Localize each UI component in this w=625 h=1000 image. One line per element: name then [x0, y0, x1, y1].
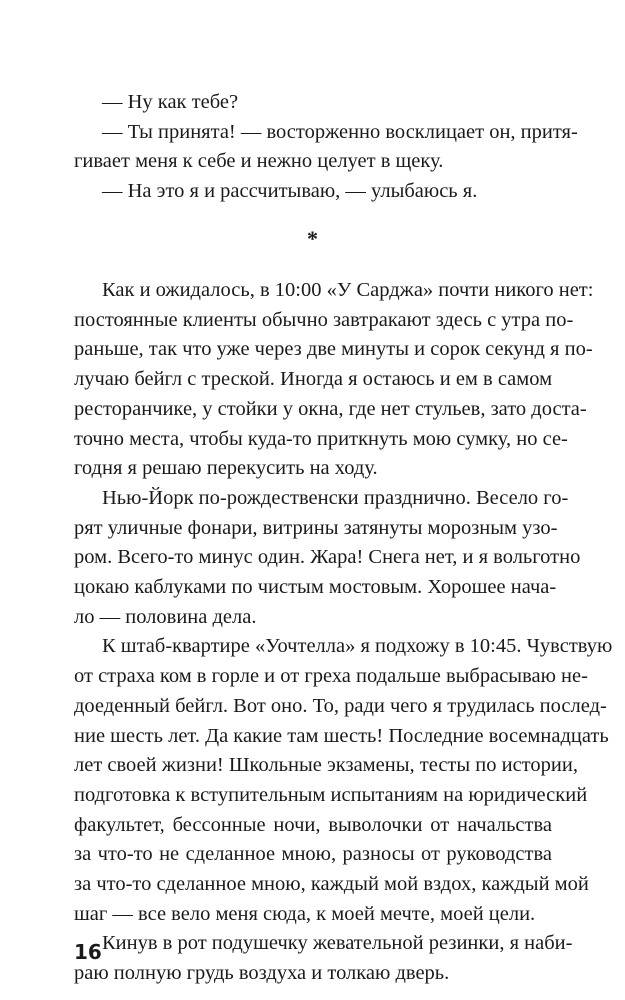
prose-paragraph [74, 929, 573, 988]
prose-line: подготовка к вступительным испытаниям на юридический [74, 783, 588, 806]
prose-line: Кинув в рот подушечку жевательной резинки, я наби- [102, 932, 573, 955]
prose-line: лет своей жизни! Школьные экзамены, тесты по истории, [74, 754, 578, 777]
prose-line: доеденный бейгл. Вот оно. То, ради чего я трудилась послед- [74, 694, 607, 717]
prose-line: ло — половина дела. [74, 605, 257, 628]
prose-line: шаг — все вело меня сюда, к моей мечте, моей цели. [74, 902, 536, 925]
prose-line: от страха ком в горле и от греха подальше выбрасываю не- [74, 665, 588, 688]
prose-line: лучаю бейгл с треской. Иногда я остаюсь и ем в самом [74, 368, 553, 391]
dialog-paragraph [74, 177, 552, 207]
dialog-line: — Ты принята! — восторженно восклицает он, притя- [102, 120, 578, 143]
prose-line: за что-то сделанное мною, каждый мой вздох, каждый мой [74, 873, 589, 896]
dialog-line: гивает меня к себе и нежно целует в щеку. [74, 150, 444, 173]
prose-line: Нью-Йорк по-рождественски празднично. Весело го- [102, 486, 569, 509]
prose-line: постоянные клиенты обычно завтракают здесь с утра по- [74, 308, 574, 331]
prose-line: ром. Всего-то минус один. Жара! Снега нет, и я вольготно [74, 546, 581, 569]
prose-paragraph [74, 276, 594, 484]
prose-line: факультет, бессонные ночи, выволочки от начальства [74, 813, 552, 836]
prose-line: Как и ожидалось, в 10:00 «У Сарджа» почти никого нет: [102, 279, 594, 301]
prose-line: раю полную грудь воздуха и толкаю дверь. [74, 962, 450, 985]
prose-paragraph [74, 484, 581, 633]
prose-line: ние шесть лет. Да какие там шесть! Последние восемнадцать [74, 724, 609, 747]
section-separator: * [307, 226, 318, 251]
dialog-block [74, 88, 578, 207]
prose-line: раньше, так что уже через две минуты и сорок секунд я по- [74, 338, 593, 361]
dialog-line: — На это я и рассчитываю, — улыбаюсь я. [102, 180, 478, 203]
dialog-line: — Ну как тебе? [102, 91, 239, 113]
page-number: 16 [74, 940, 102, 964]
prose-line: точно места, чтобы куда-то приткнуть мою сумку, но се- [74, 427, 568, 450]
dialog-paragraph [74, 88, 552, 118]
prose-line: ресторанчике, у стойки у окна, где нет стульев, зато доста- [74, 397, 587, 420]
dialog-paragraph [74, 118, 578, 177]
prose-line: за что-то не сделанное мною, разносы от руководства [74, 843, 552, 866]
prose-line: годня я решаю перекусить на ходу. [74, 457, 378, 480]
prose-line: рят уличные фонари, витрины затянуты морозным узо- [74, 516, 558, 539]
prose-paragraph [74, 632, 613, 929]
prose-block [74, 276, 613, 989]
prose-line: цокаю каблуками по чистым мостовым. Хорошее нача- [74, 576, 557, 599]
prose-line: К штаб-квартире «Уочтелла» я подхожу в 10:45. Чувствую [102, 635, 613, 658]
